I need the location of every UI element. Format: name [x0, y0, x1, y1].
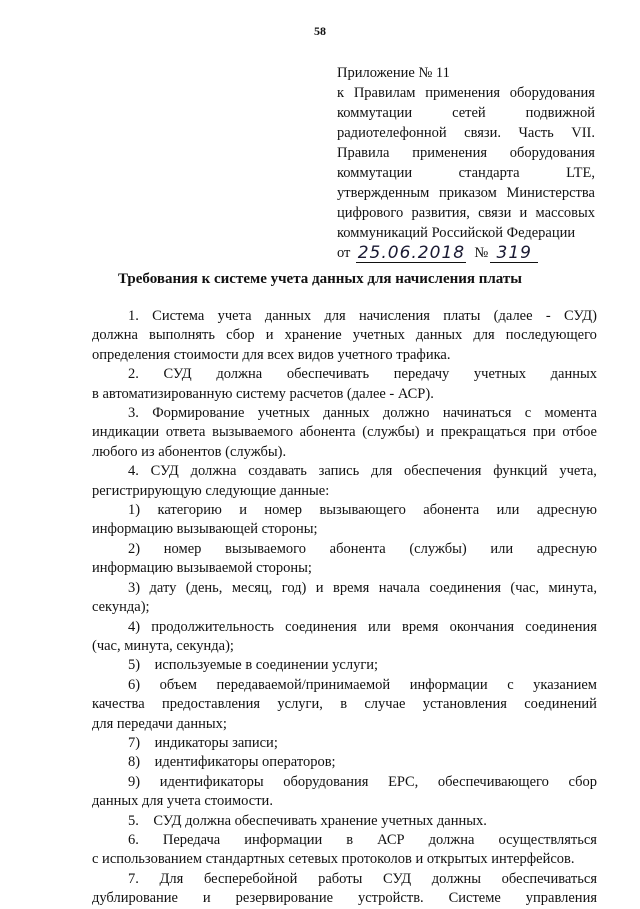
- text-line: [92, 326, 597, 345]
- text-word: 3.: [128, 405, 139, 422]
- text-word: или: [490, 540, 514, 557]
- text-word: секунда);: [92, 599, 150, 616]
- requirements-body: [92, 307, 597, 909]
- appendix-word: массовых: [535, 205, 595, 221]
- text-word: информации: [409, 676, 488, 693]
- text-line: [92, 812, 597, 831]
- text-line: [92, 850, 597, 869]
- text-word: 1.: [128, 308, 139, 324]
- text-word: установления: [422, 696, 507, 713]
- text-word: оборудования: [283, 773, 369, 790]
- text-word: любого из абонентов (службы).: [92, 443, 287, 460]
- text-word: вызываемого: [225, 540, 306, 557]
- text-word: СУД): [563, 308, 597, 324]
- appendix-line: [337, 163, 595, 183]
- text-word: случае: [364, 696, 406, 713]
- text-word: должны: [431, 870, 481, 887]
- text-word: должна: [190, 463, 237, 480]
- text-word: с использованием стандартных сетевых протоколов и открытых интерфейсов.: [92, 851, 575, 868]
- text-word: услуги,: [277, 696, 323, 713]
- text-word: 4.: [128, 463, 139, 480]
- text-word: (далее: [493, 308, 533, 324]
- text-word: Система: [152, 308, 205, 324]
- appendix-word: Приложение № 11: [337, 65, 450, 81]
- text-word: хранение: [284, 327, 342, 344]
- text-word: СУД: [382, 870, 412, 887]
- appendix-word: развития,: [411, 205, 470, 221]
- text-word: учетных: [352, 327, 405, 344]
- text-word: Формирование: [152, 405, 245, 422]
- text-line: [92, 734, 597, 753]
- appendix-word: приказом: [438, 185, 497, 201]
- text-word: и: [315, 579, 324, 596]
- text-word: для: [324, 308, 346, 324]
- appendix-lines: [337, 63, 595, 243]
- text-word: вызываемого: [212, 424, 293, 441]
- text-word: абонента: [423, 502, 480, 519]
- appendix-word: связи: [478, 205, 512, 221]
- appendix-word: применения: [425, 85, 500, 101]
- text-word: в: [346, 831, 354, 848]
- appendix-word: утвержденным: [337, 185, 430, 201]
- text-word: учета: [217, 308, 252, 324]
- text-line: [92, 598, 597, 617]
- text-word: категорию: [157, 502, 222, 519]
- text-line: [92, 618, 597, 637]
- text-word: обеспечения: [404, 463, 482, 480]
- text-word: 9): [128, 773, 141, 790]
- text-line: [92, 385, 597, 404]
- text-word: сбор: [226, 327, 255, 344]
- text-line: [92, 404, 597, 423]
- text-word: информацию вызывающей стороны;: [92, 521, 318, 538]
- text-word: для передачи данных;: [92, 715, 227, 732]
- text-line: [92, 346, 597, 365]
- appendix-word: связи.: [464, 125, 502, 141]
- text-word: АСР: [377, 831, 405, 848]
- text-word: должна: [92, 327, 138, 344]
- appendix-word: радиотелефонной: [337, 125, 447, 141]
- appendix-line: [337, 63, 595, 83]
- text-word: данных: [550, 366, 597, 383]
- text-word: Системе: [448, 890, 501, 907]
- text-word: Передача: [162, 831, 221, 848]
- text-word: учетных: [473, 366, 526, 383]
- text-word: 5) используемые в соединении услуги;: [128, 657, 379, 674]
- text-word: время: [332, 579, 370, 596]
- text-word: 7) индикаторы записи;: [128, 734, 278, 751]
- text-word: дублирование: [92, 890, 178, 907]
- text-line: [92, 656, 597, 675]
- text-word: в: [340, 696, 348, 713]
- text-word: данных: [415, 327, 463, 344]
- text-word: информации: [244, 831, 323, 848]
- appendix-header: [337, 63, 595, 263]
- text-word: выполнять: [148, 327, 216, 344]
- text-word: при: [532, 424, 556, 441]
- text-line: [92, 579, 597, 598]
- text-word: месяц,: [231, 579, 273, 596]
- appendix-word: к: [337, 85, 345, 101]
- text-word: 1): [128, 502, 141, 519]
- text-word: адресную: [536, 540, 597, 557]
- text-line: [92, 889, 597, 908]
- text-word: платы: [443, 308, 481, 324]
- text-word: номер: [264, 502, 303, 519]
- text-word: предоставления: [161, 696, 261, 713]
- appendix-word: коммутации: [337, 165, 413, 181]
- text-word: 6.: [128, 831, 139, 848]
- text-word: учетных: [257, 405, 310, 422]
- number-prefix: №: [474, 245, 489, 261]
- appendix-word: стандарта: [458, 165, 520, 181]
- text-line: [92, 870, 597, 889]
- text-word: работы: [318, 870, 363, 887]
- appendix-word: VII.: [571, 125, 595, 141]
- appendix-line: [337, 183, 595, 203]
- text-line: [92, 307, 597, 326]
- appendix-line: [337, 103, 595, 123]
- text-word: управления: [525, 890, 597, 907]
- text-word: соединений: [524, 696, 597, 713]
- text-word: устройств.: [357, 890, 424, 907]
- text-word: 5. СУД должна обеспечивать хранение учетных данных.: [128, 812, 487, 829]
- appendix-word: подвижной: [525, 105, 595, 121]
- appendix-line: [337, 83, 595, 103]
- text-word: (час,: [510, 579, 540, 596]
- text-word: должна: [428, 831, 475, 848]
- text-word: передаваемой/принимаемой: [216, 676, 391, 693]
- text-line: [92, 540, 597, 559]
- text-word: СУД: [163, 366, 192, 383]
- text-line: [92, 695, 597, 714]
- text-word: номер: [163, 540, 202, 557]
- text-word: 3): [128, 579, 141, 596]
- text-line: [92, 676, 597, 695]
- text-word: указанием: [533, 676, 597, 693]
- text-word: или: [368, 618, 391, 635]
- text-line: [92, 792, 597, 811]
- text-line: [92, 482, 597, 501]
- text-word: резервирование: [235, 890, 334, 907]
- text-line: [92, 753, 597, 772]
- text-word: 6): [128, 676, 141, 693]
- text-word: с: [524, 405, 532, 422]
- text-line: [92, 637, 597, 656]
- text-word: (службы): [409, 540, 467, 557]
- appendix-word: оборудования: [509, 85, 595, 101]
- page-number: 58: [314, 24, 326, 38]
- text-word: ответа: [165, 424, 206, 441]
- appendix-line: [337, 123, 595, 143]
- text-word: регистрирующую следующие данные:: [92, 482, 330, 499]
- text-word: должна: [216, 366, 263, 383]
- text-word: 2.: [128, 366, 139, 383]
- order-number: 319: [490, 244, 538, 263]
- text-word: начинаться: [442, 405, 512, 422]
- text-line: [92, 462, 597, 481]
- text-word: и: [202, 890, 211, 907]
- text-line: [92, 520, 597, 539]
- text-word: должно: [382, 405, 430, 422]
- text-word: данных для учета стоимости.: [92, 793, 273, 810]
- text-word: определения стоимости для всех видов учетного трафика.: [92, 346, 451, 363]
- appendix-word: Правила: [337, 145, 390, 161]
- text-word: время: [401, 618, 439, 635]
- text-word: данных: [323, 405, 370, 422]
- text-word: начисления: [359, 308, 430, 324]
- appendix-word: Министерства: [506, 185, 595, 201]
- text-word: вызывающего: [319, 502, 406, 519]
- text-word: бесперебойной: [203, 870, 298, 887]
- date-prefix: от: [337, 245, 351, 261]
- approval-date-line: [337, 243, 595, 263]
- text-word: (день,: [185, 579, 223, 596]
- text-word: EPC,: [388, 773, 419, 790]
- text-word: соединения: [429, 579, 501, 596]
- text-word: адресную: [536, 502, 597, 519]
- approval-date: 25.06.2018: [357, 243, 466, 263]
- text-word: продолжительность: [151, 618, 274, 635]
- text-word: абонента: [299, 424, 356, 441]
- appendix-word: Правилам: [353, 85, 416, 101]
- appendix-word: коммуникаций Российской Федерации: [337, 225, 576, 241]
- text-word: 2): [128, 540, 141, 557]
- text-word: Для: [159, 870, 184, 887]
- text-word: идентификаторы: [159, 773, 264, 790]
- text-word: обеспечивать: [286, 366, 370, 383]
- text-line: [92, 443, 597, 462]
- text-word: обеспечивающего: [437, 773, 549, 790]
- text-word: год): [281, 579, 307, 596]
- text-word: для: [473, 327, 495, 344]
- appendix-word: применения: [412, 145, 487, 161]
- appendix-word: и: [519, 205, 528, 221]
- text-word: индикации: [92, 424, 160, 441]
- text-word: -: [545, 308, 551, 324]
- text-line: [92, 501, 597, 520]
- text-word: учета,: [559, 463, 597, 480]
- text-word: прекращаться: [440, 424, 527, 441]
- text-line: [92, 831, 597, 850]
- text-word: и: [426, 424, 435, 441]
- text-word: осуществляться: [498, 831, 597, 848]
- text-word: создавать: [248, 463, 307, 480]
- appendix-word: Часть: [518, 125, 554, 141]
- text-word: отбое: [562, 424, 597, 441]
- appendix-word: оборудования: [509, 145, 595, 161]
- text-word: с: [507, 676, 514, 693]
- text-word: или: [496, 502, 520, 519]
- text-word: и: [239, 502, 248, 519]
- text-word: абонента: [329, 540, 386, 557]
- text-line: [92, 423, 597, 442]
- text-word: соединения: [285, 618, 357, 635]
- text-word: функций: [493, 463, 548, 480]
- document-title: Требования к системе учета данных для начисления платы: [117, 271, 522, 287]
- text-word: для: [370, 463, 393, 480]
- text-word: объем: [159, 676, 197, 693]
- text-line: [92, 365, 597, 384]
- text-word: начала: [378, 579, 420, 596]
- text-line: [92, 773, 597, 792]
- text-word: СУД: [150, 463, 179, 480]
- text-word: обеспечиваться: [501, 870, 597, 887]
- text-word: информацию вызываемой стороны;: [92, 560, 312, 577]
- text-word: 7.: [128, 870, 139, 887]
- text-word: 8) идентификаторы операторов;: [128, 754, 336, 771]
- text-word: соединения: [525, 618, 597, 635]
- appendix-line: [337, 203, 595, 223]
- text-word: запись: [318, 463, 360, 480]
- text-word: окончания: [449, 618, 515, 635]
- text-word: сбор: [568, 773, 597, 790]
- appendix-word: LTE,: [566, 165, 595, 181]
- text-word: минута,: [548, 579, 597, 596]
- text-line: [92, 559, 597, 578]
- text-word: передачу: [393, 366, 450, 383]
- text-word: (службы): [362, 424, 420, 441]
- text-word: данных: [264, 308, 312, 324]
- text-word: в автоматизированную систему расчетов (далее - АСР).: [92, 385, 434, 402]
- text-word: момента: [544, 405, 597, 422]
- text-word: (час, минута, секунда);: [92, 637, 234, 654]
- text-word: дату: [149, 579, 177, 596]
- appendix-line: [337, 223, 595, 243]
- text-line: [92, 715, 597, 734]
- appendix-line: [337, 143, 595, 163]
- appendix-word: коммутации: [337, 105, 413, 121]
- text-word: 4): [128, 618, 141, 635]
- text-word: и: [265, 327, 274, 344]
- appendix-word: цифрового: [337, 205, 404, 221]
- appendix-word: сетей: [452, 105, 486, 121]
- text-word: последующего: [505, 327, 597, 344]
- text-word: качества: [92, 696, 145, 713]
